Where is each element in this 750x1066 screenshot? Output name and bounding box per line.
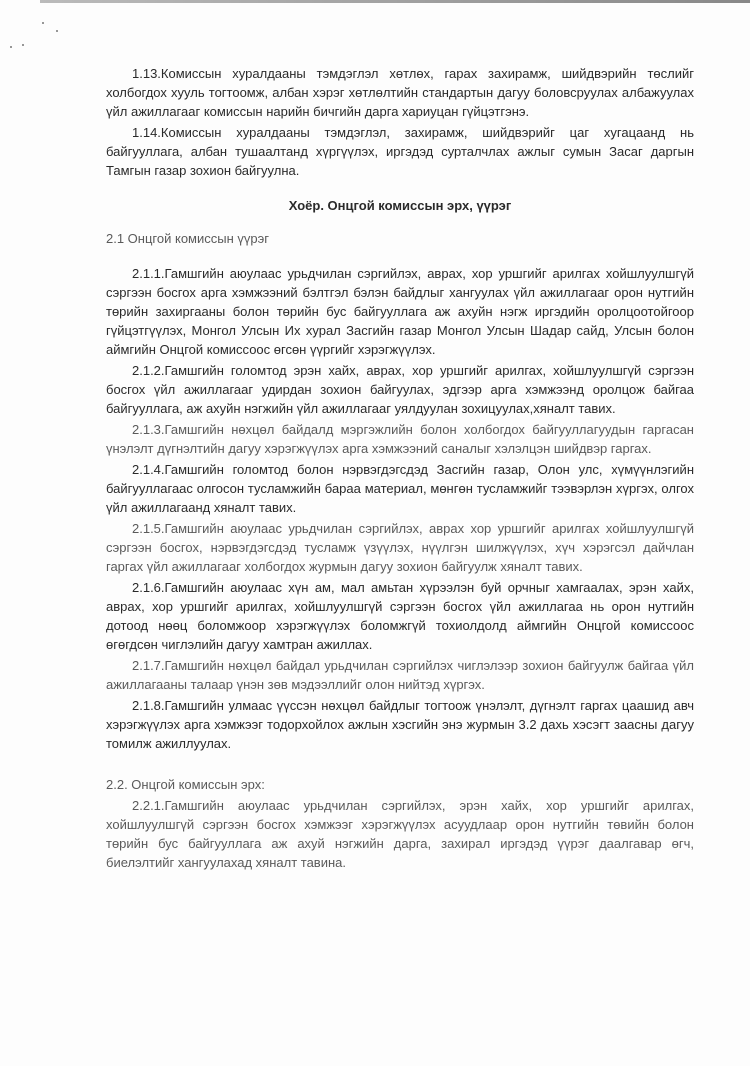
paragraph-1-13: 1.13.Комиссын хуралдааны тэмдэглэл хөтлөх, гарах захирамж, шийдвэрийн төслийг холбогдох хууль тогтоомж, албан хэрэг хөтлөлтийн стандартын дагуу боловсруулах албажуулах үйл ажиллагааг комиссын нарийн бичгийн дарга хариуцан гүйцэтгэнэ. xyxy=(106,66,694,119)
subsection-2-2-title: 2.2. Онцгой комиссын эрх: xyxy=(106,777,265,792)
item-2-1-5: 2.1.5.Гамшгийн аюулаас урьдчилан сэргийлэх, аврах хор уршгийг арилгах хойшлуулшгүй сэргээн босгох, нэрвэгдэгсдэд тусламж үзүүлэх, нүүлгэн шилжүүлэх, хүч хэрэгсэл дайчлан гаргах үйл ажиллагааг холбогдох журмын дагуу зохион байгуулж хяналт тавих. xyxy=(106,521,694,574)
item-2-1-8: 2.1.8.Гамшгийн улмаас үүссэн нөхцөл байдлыг тогтоож үнэлэлт, дүгнэлт гаргах цаашид авч хэрэгжүүлэх арга хэмжээг тодорхойлох ажлын хэсгийн энэ журмын 3.2 дахь хэсэгт заасны дагуу томилж ажиллуулах. xyxy=(106,698,694,751)
item-2-1-6: 2.1.6.Гамшгийн аюулаас хүн ам, мал амьтан хүрээлэн буй орчныг хамгаалах, эрэн хайх, аврах, хор уршгийг арилгах, хойшлуулшгүй сэргээн босгох үйл ажиллагаа нь орон нутгийн дотоод нөөц боломжоор хэрэгжүүлэх боломжгүй тохиолдолд аймгийн Онцгой комиссоос өгөгдсөн чиглэлийн дагуу хамтран ажиллах. xyxy=(106,580,694,652)
scan-specks xyxy=(8,20,68,60)
item-2-1-2: 2.1.2.Гамшгийн голомтод эрэн хайх, аврах, хор уршгийг арилгах, хойшлуулшгүй сэргээн босгох үйл ажиллагааг удирдан зохион байгуулах, эдгээр арга хэмжээнд оролцож байгаа байгууллага, аж ахуйн нэгжийн үйл ажиллагааг уялдуулан зохицуулах,хяналт тавих. xyxy=(106,363,694,416)
scan-smudge xyxy=(352,1036,380,1042)
item-2-1-1: 2.1.1.Гамшгийн аюулаас урьдчилан сэргийлэх, аврах, хор уршгийг арилгах хойшлуулшгүй сэргээн босгох арга хэмжээний бэлтгэл бэлэн байдлыг хангуулах үйл ажиллагааг орон нутгийн төрийн захиргааны болон төрийн бус байгууллага аж ахуйн нэгж иргэдийн оролцоотойгоор гүйцэтгүүлэх, Монгол Улсын Их хурал Засгийн газар Монгол Улсын Шадар сайд, Улсын болон аймгийн Онцгой комиссоос өгсөн үүргийг хэрэгжүүлэх. xyxy=(106,266,694,357)
paragraph-1-14: 1.14.Комиссын хуралдааны тэмдэглэл, захирамж, шийдвэрийг цаг хугацаанд нь байгууллага, албан тушаалтанд хүргүүлэх, иргэдэд сурталчлах ажлыг сумын Засаг даргын Тамгын газар зохион байгуулна. xyxy=(106,125,694,178)
subsection-2-1-title: 2.1 Онцгой комиссын үүрэг xyxy=(106,231,269,246)
section-heading: Хоёр. Онцгой комиссын эрх, үүрэг xyxy=(288,198,512,213)
document-body xyxy=(106,64,694,874)
item-2-1-4: 2.1.4.Гамшгийн голомтод болон нэрвэгдэгсдэд Засгийн газар, Олон улс, хүмүүнлэгийн байгууллагаас олгосон тусламжийн бараа материал, мөнгөн тусламжийг тээвэрлэн хүргэх, олгох үйл ажиллагаанд хяналт тавих. xyxy=(106,462,694,515)
scan-edge-line xyxy=(40,0,750,3)
item-2-2-1: 2.2.1.Гамшгийн аюулаас урьдчилан сэргийлэх, эрэн хайх, хор уршгийг арилгах, хойшлуулшгүй сэргээн босгох хэмжээг хэрэгжүүлэх асуудлаар орон нутгийн төвийн болон төрийн бус байгууллага аж ахуй нэгжийн дарга, захирал иргэдэд үүрэг даалгавар өгч, биелэлтийг хангуулахад хяналт тавина. xyxy=(106,798,694,870)
item-2-1-7: 2.1.7.Гамшгийн нөхцөл байдал урьдчилан сэргийлэх чиглэлээр зохион байгуулж байгаа үйл ажиллагааны талаар үнэн зөв мэдээллийг олон нийтэд хүргэх. xyxy=(106,658,694,692)
item-2-1-3: 2.1.3.Гамшгийн нөхцөл байдалд мэргэжлийн болон холбогдох байгууллагуудын гаргасан үнэлэлт дүгнэлтийн дагуу хэрэгжүүлэх арга хэмжээний саналыг хэлэлцэн шийдвэр гаргах. xyxy=(106,422,694,456)
